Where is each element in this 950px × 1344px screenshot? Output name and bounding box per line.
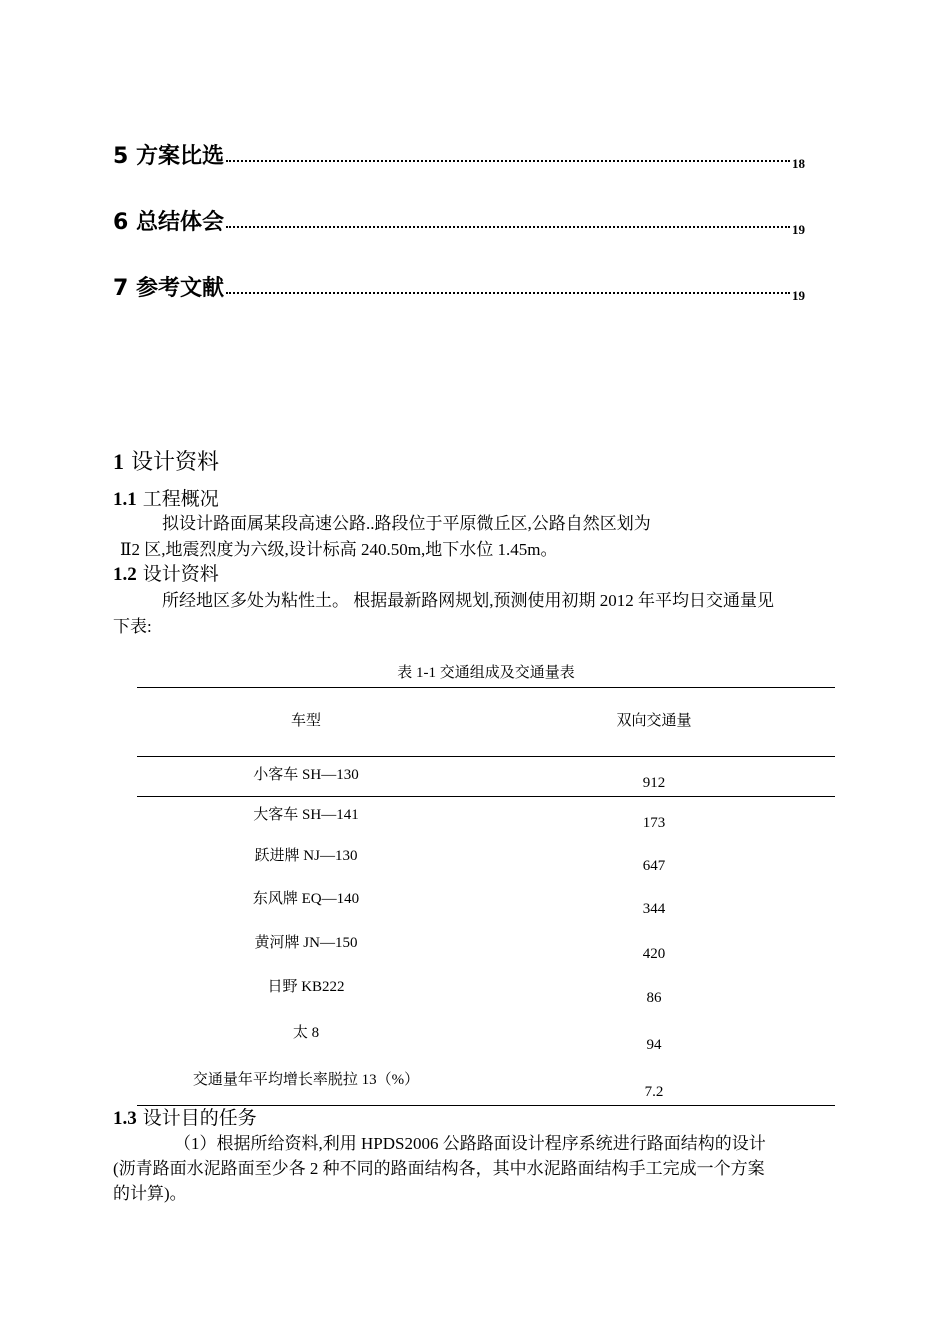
toc-entry-title: 5 方案比选 <box>113 144 224 169</box>
table-cell-type: 交通量年平均增长率脱拉 13（%） <box>192 1072 420 1088</box>
toc-entry-title: 7 参考文献 <box>113 276 224 301</box>
table-cell-volume: 912 <box>642 775 666 791</box>
section-number: 1.2 <box>113 564 137 585</box>
table-cell-volume: 7.2 <box>644 1084 664 1100</box>
table-cell-type: 日野 KB222 <box>267 979 345 995</box>
table-cell-type: 跃进牌 NJ—130 <box>254 848 358 864</box>
paragraph-line: 的计算)。 <box>113 1184 187 1203</box>
table-cell-type: 东风牌 EQ—140 <box>252 891 360 907</box>
toc-leader-dots <box>226 291 790 294</box>
section-1-2-heading <box>113 565 219 584</box>
table-header-volume: 双向交通量 <box>616 713 692 729</box>
table-cell-volume: 86 <box>646 990 662 1006</box>
toc-leader-dots <box>226 159 790 162</box>
section-title: 设计资料 <box>142 563 219 585</box>
section-title: 设计资料 <box>131 450 220 475</box>
table-cell-type: 太 8 <box>292 1025 320 1041</box>
section-number: 1.1 <box>113 489 137 510</box>
section-1-heading <box>113 451 219 474</box>
paragraph-line: （1）根据所给资料,利用 HPDS2006 公路路面设计程序系统进行路面结构的设计 <box>174 1134 766 1153</box>
toc-entry-7[interactable] <box>113 268 805 303</box>
paragraph-line: 所经地区多处为粘性土。 根据最新路网规划,预测使用初期 2012 年平均日交通量见 <box>162 591 774 610</box>
table-cell-volume: 173 <box>642 815 666 831</box>
toc-entry-5[interactable] <box>113 136 805 171</box>
toc-entry-6[interactable] <box>113 202 805 237</box>
paragraph-line: Ⅱ2 区,地震烈度为六级,设计标高 240.50m,地下水位 1.45m。 <box>120 540 558 559</box>
toc-entry-page: 19 <box>792 222 805 237</box>
paragraph-line: 拟设计路面属某段高速公路..路段位于平原微丘区,公路自然区划为 <box>162 514 651 533</box>
table-cell-type: 大客车 SH—141 <box>253 807 359 823</box>
table-cell-volume: 94 <box>646 1037 662 1053</box>
section-number: 1.3 <box>113 1108 137 1129</box>
table-cell-volume: 344 <box>642 901 666 917</box>
section-number: 1 <box>113 449 124 474</box>
table-cell-type: 黄河牌 JN—150 <box>254 935 358 951</box>
table-cell-type: 小客车 SH—130 <box>253 767 359 783</box>
paragraph-line: (沥青路面水泥路面至少各 2 种不同的路面结构各，其中水泥路面结构手工完成一个方案 <box>113 1159 765 1178</box>
table-header-type: 车型 <box>290 713 321 729</box>
toc-leader-dots <box>226 225 790 228</box>
toc-entry-page: 19 <box>792 288 805 303</box>
toc-entry-title: 6 总结体会 <box>113 210 224 235</box>
paragraph-line: 下表: <box>113 617 152 636</box>
table-header-rule <box>137 756 835 757</box>
table-cell-volume: 647 <box>642 858 666 874</box>
toc-entry-page: 18 <box>792 156 805 171</box>
section-title: 工程概况 <box>142 488 219 510</box>
table-row-rule <box>137 796 835 797</box>
table-caption: 表 1-1 交通组成及交通量表 <box>397 665 575 681</box>
section-1-1-heading <box>113 490 219 509</box>
table-cell-volume: 420 <box>642 946 666 962</box>
table-bottom-rule <box>137 1105 835 1106</box>
section-1-3-heading <box>113 1109 257 1128</box>
section-title: 设计目的任务 <box>142 1107 257 1129</box>
table-top-rule <box>137 687 835 688</box>
